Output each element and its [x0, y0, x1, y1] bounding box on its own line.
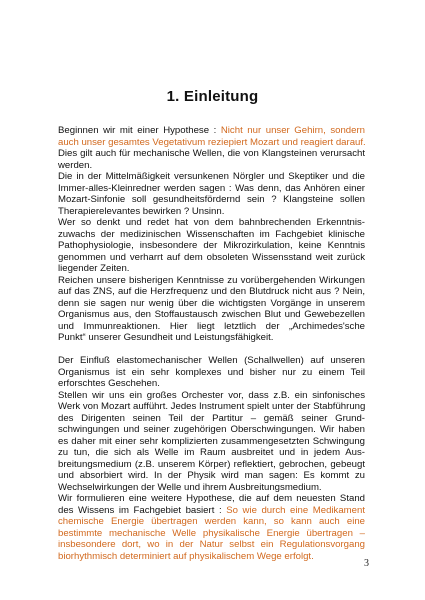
- text-line: [58, 240, 365, 252]
- text-line: [58, 194, 365, 206]
- text-segment: erforschtes Geschehen.: [58, 378, 160, 389]
- highlighted-text: Nicht nur unser Gehirn, sondern: [220, 125, 366, 136]
- text-segment: Beginnen wir mit einer Hypothese :: [58, 125, 221, 136]
- text-segment: liegender Zeiten.: [58, 263, 130, 274]
- text-segment: Therapierelevantes bewirken ? Unsinn.: [58, 205, 225, 217]
- text-line: [58, 263, 365, 275]
- highlighted-text: insbesondere dort, wo in der Natur selbst ein Regulationsvorgang: [58, 539, 365, 550]
- text-line: [58, 229, 365, 241]
- text-segment: Wechselwirkungen der Welle und ihrem Ausbreitungsmedium.: [58, 481, 322, 493]
- text-segment: und Immunreaktionen. Hier liegt letztlich der „Archimedes'sche: [58, 320, 365, 332]
- text-line: [58, 447, 365, 459]
- text-line: [58, 309, 365, 321]
- text-line: [58, 378, 365, 390]
- text-line: [58, 286, 365, 298]
- text-segment: zuwachs der medizinischen Wissenschaften im Fachgebiet klinische: [58, 228, 365, 240]
- text-segment: Wir formulieren eine weitere Hypothese, die auf dem neuesten Stand: [58, 493, 365, 504]
- text-line: [58, 424, 365, 436]
- text-line: [58, 505, 365, 517]
- text-segment: Organismus aus, den Stoffaustausch zwischen Blut und Gewebezellen: [58, 309, 365, 320]
- text-segment: Organismus ist ein sehr komplexes und bisher nur zu einem Teil: [58, 366, 365, 378]
- text-line: [58, 252, 365, 264]
- text-line: [58, 217, 365, 229]
- text-line: [58, 401, 365, 413]
- text-segment: denn sie sagen nur wenig über die wichtigsten Vorgänge in unserem: [58, 297, 365, 309]
- paragraph-gap: [58, 344, 365, 356]
- text-line: [58, 367, 365, 379]
- text-line: [58, 482, 365, 494]
- text-segment: Die in der Mittelmäßigkeit versunkenen Nörgler und Skeptiker und die: [58, 171, 365, 182]
- text-line: [58, 413, 365, 425]
- text-segment: Werk von Mozart aufführt. Jedes Instrument spielt unter der Stabführung: [58, 401, 366, 412]
- text-line: [58, 390, 365, 402]
- page-number: 3: [364, 558, 369, 569]
- text-segment: Immer-alles-Kleinredner werden sagen : Was denn, das Anhören einer: [58, 182, 365, 194]
- text-line: [58, 148, 365, 160]
- text-segment: des Dirigenten seinen Teil der Partitur – gemäß seiner Grund-: [58, 412, 365, 424]
- text-segment: breitungsmedium (z.B. unserem Körper) reflektiert, gebrochen, gebeugt: [58, 458, 365, 470]
- text-segment: Pathophysiologie, insbesondere der Mikrozirkulation, keine Kenntnis: [58, 240, 365, 251]
- text-line: [58, 470, 365, 482]
- highlighted-text: bestimmte mechanische Welle physikalische Energie übertragen –: [58, 527, 365, 539]
- text-segment: Wer so denkt und redet hat von dem bahnbrechenden Erkenntnis-: [58, 217, 365, 228]
- text-segment: Der Einfluß elastomechanischer Wellen (Schallwellen) auf unseren: [58, 355, 365, 366]
- text-segment: Reichen unsere bisherigen Kenntnisse zu vorübergehenden Wirkungen: [58, 274, 365, 286]
- text-segment: zu tun, die sich als Welle im Raum ausbreitet und in jedem Aus-: [58, 447, 365, 458]
- text-line: [58, 160, 365, 172]
- text-segment: und absorbiert wird. In der Physik wird man sagen: Es kommt zu: [58, 470, 365, 481]
- text-line: [58, 516, 365, 528]
- highlighted-text: So wie durch eine Medikament: [226, 504, 366, 516]
- text-line: [58, 551, 365, 563]
- highlighted-text: chemische Energie übertragen werden kann, so kann auch eine: [58, 516, 365, 527]
- text-segment: des Wissens im Fachgebiet basiert :: [58, 504, 227, 516]
- text-line: [58, 332, 365, 344]
- text-line: [58, 528, 365, 540]
- text-segment: werden.: [58, 159, 93, 171]
- text-segment: Punkt“ unserer Gesundheit und Leistungsfähigkeit.: [58, 332, 274, 343]
- text-line: [58, 275, 365, 287]
- text-segment: Dies gilt auch für mechanische Wellen, die von Klangsteinen verursacht: [58, 148, 365, 159]
- text-segment: auf das ZNS, auf die Herzfrequenz und den Blutdruck nicht aus ? Nein,: [58, 286, 365, 297]
- highlighted-text: biorhythmisch determiniert auf physikalischem Wege erfolgt.: [58, 550, 314, 562]
- text-segment: genommen und verharrt auf dem obsoleten Wissensstand weit zurück: [58, 251, 365, 263]
- text-segment: schwingungen und seiner zugehörigen Oberschwingungen. Wir haben: [58, 424, 365, 435]
- text-line: [58, 125, 365, 137]
- text-line: [58, 171, 365, 183]
- text-line: [58, 321, 365, 333]
- text-line: [58, 183, 365, 195]
- text-line: [58, 137, 365, 149]
- text-line: [58, 206, 365, 218]
- text-line: [58, 459, 365, 471]
- highlighted-text: auch unser gesamtes Vegetativum reziepiert Mozart und reagiert darauf.: [58, 136, 366, 148]
- text-line: [58, 493, 365, 505]
- page-title: 1. Einleitung: [166, 88, 259, 105]
- text-segment: Stellen wir uns ein großes Orchester vor, dass z.B. ein sinfonisches: [58, 389, 365, 401]
- body-text: [58, 125, 365, 562]
- text-line: [58, 539, 365, 551]
- text-line: [58, 355, 365, 367]
- text-line: [58, 436, 365, 448]
- text-segment: Mozart-Sinfonie soll gesundheitsfördernd sein ? Klangsteine sollen: [58, 194, 365, 205]
- text-segment: es daher mit einer sehr komplizierten zusammengesetzten Schwingung: [58, 435, 365, 447]
- text-line: [58, 298, 365, 310]
